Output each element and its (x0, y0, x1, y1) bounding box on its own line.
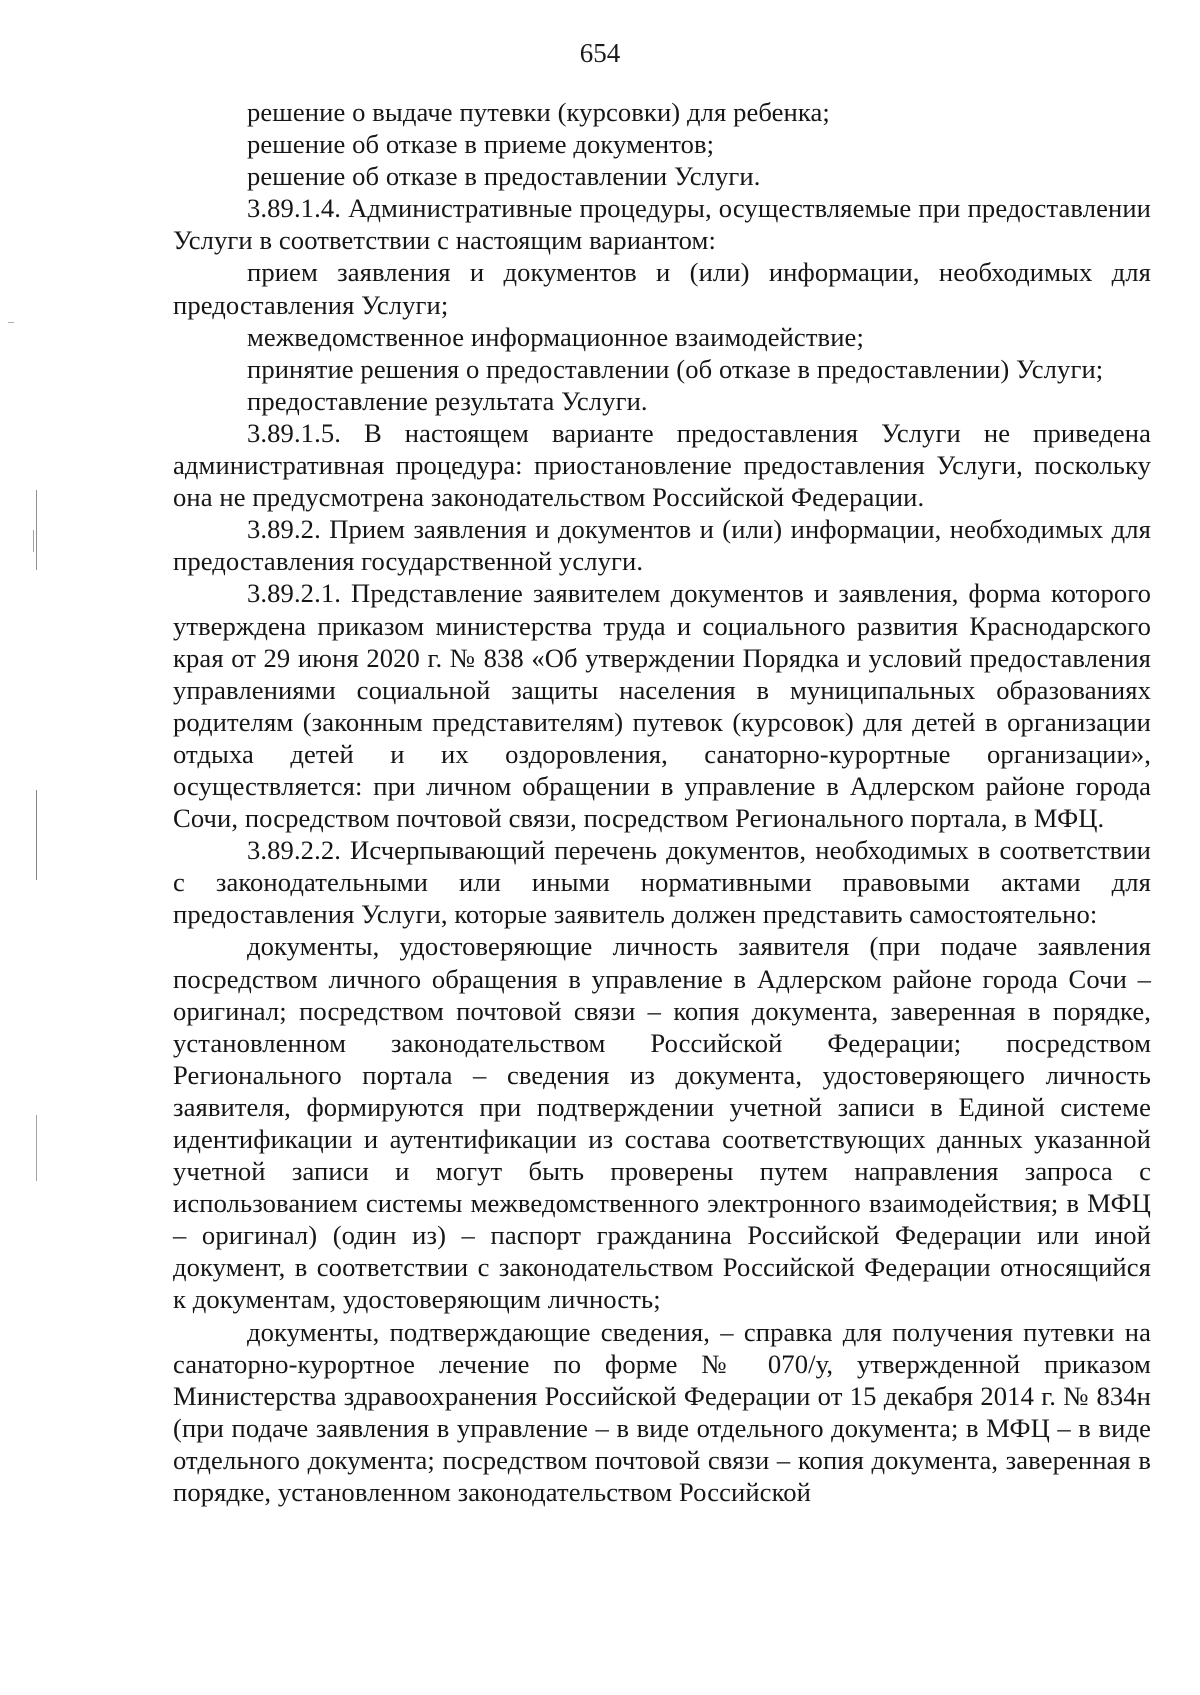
scan-artifact (36, 790, 37, 880)
scan-artifact (36, 490, 37, 570)
paragraph: 3.89.2.2. Исчерпывающий перечень документов, необходимых в соответствии с законодательными или иными нормативными правовыми актами для предоставления Услуги, которые заявитель должен представить самостоятельно: (173, 835, 1151, 930)
paragraph: 3.89.1.5. В настоящем варианте предоставления Услуги не приведена административная процедура: приостановление предоставления Услуги, поскольку она не предусмотрена законодательством Российской Федерации. (173, 417, 1151, 513)
paragraph: 3.89.2.1. Представление заявителем документов и заявления, форма которого утверждена приказом министерства труда и социального развития Краснодарского края от 29 июня 2020 г. № 838 «Об утверждении Порядка и условий предоставления управлениями социальной защиты населения в муниципальных образованиях родителям (законным представителям) путевок (курсовок) для детей в организации отдыха детей и их оздоровления, санаторно-курортные организации», осуществляется: при личном обращении в управление в Адлерском районе города Сочи, посредством почтовой связи, посредством Регионального портала, в МФЦ. (173, 578, 1151, 834)
paragraph: предоставление результата Услуги. (247, 385, 648, 416)
paragraph: 3.89.2. Прием заявления и документов и (или) информации, необходимых для предоставления государственной услуги. (173, 514, 1151, 577)
paragraph: принятие решения о предоставлении (об отказе в предоставлении) Услуги; (247, 353, 1104, 384)
paragraph: документы, удостоверяющие личность заявителя (при подаче заявления посредством личного обращения в управление в Адлерском районе города Сочи – оригинал; посредством почтовой связи – копия документа, заверенная в порядке, установленном законодательством Российской Федерации; посредством Регионального портала – сведения из документа, удостоверяющего личность заявителя, формируются при подтверждении учетной записи в Единой системе идентификации и аутентификации из состава соответствующих данных указанной учетной записи и могут быть проверены путем направления запроса с использованием системы межведомственного электронного взаимодействия; в МФЦ – оригинал) (один из) – паспорт гражданина Российской Федерации или иной документ, в соответствии с законодательством Российской Федерации относящийся к документам, удостоверяющим личность; (173, 931, 1151, 1315)
paragraph: решение об отказе в предоставлении Услуги. (247, 161, 761, 192)
scan-artifact (36, 1115, 37, 1181)
scan-artifact (8, 322, 14, 323)
paragraph: прием заявления и документов и (или) информации, необходимых для предоставления Услуги; (173, 257, 1151, 320)
paragraph: 3.89.1.4. Административные процедуры, осуществляемые при предоставлении Услуги в соответствии с настоящим вариантом: (173, 193, 1151, 256)
scan-artifact (33, 530, 34, 552)
paragraph: решение об отказе в приеме документов; (247, 129, 715, 160)
paragraph: решение о выдаче путевки (курсовки) для ребенка; (247, 97, 830, 127)
paragraph: документы, подтверждающие сведения, – справка для получения путевки на санаторно-курортное лечение по форме № 070/у, утвержденной приказом Министерства здравоохранения Российской Федерации от 15 декабря 2014 г. № 834н (при подаче заявления в управление – в виде отдельного документа; в МФЦ – в виде отдельного документа; посредством почтовой связи – копия документа, заверенная в порядке, установленном законодательством Российской (173, 1316, 1151, 1508)
page-number: 654 (579, 38, 621, 68)
document-body (173, 96, 1151, 1508)
paragraph: межведомственное информационное взаимодействие; (247, 321, 864, 352)
